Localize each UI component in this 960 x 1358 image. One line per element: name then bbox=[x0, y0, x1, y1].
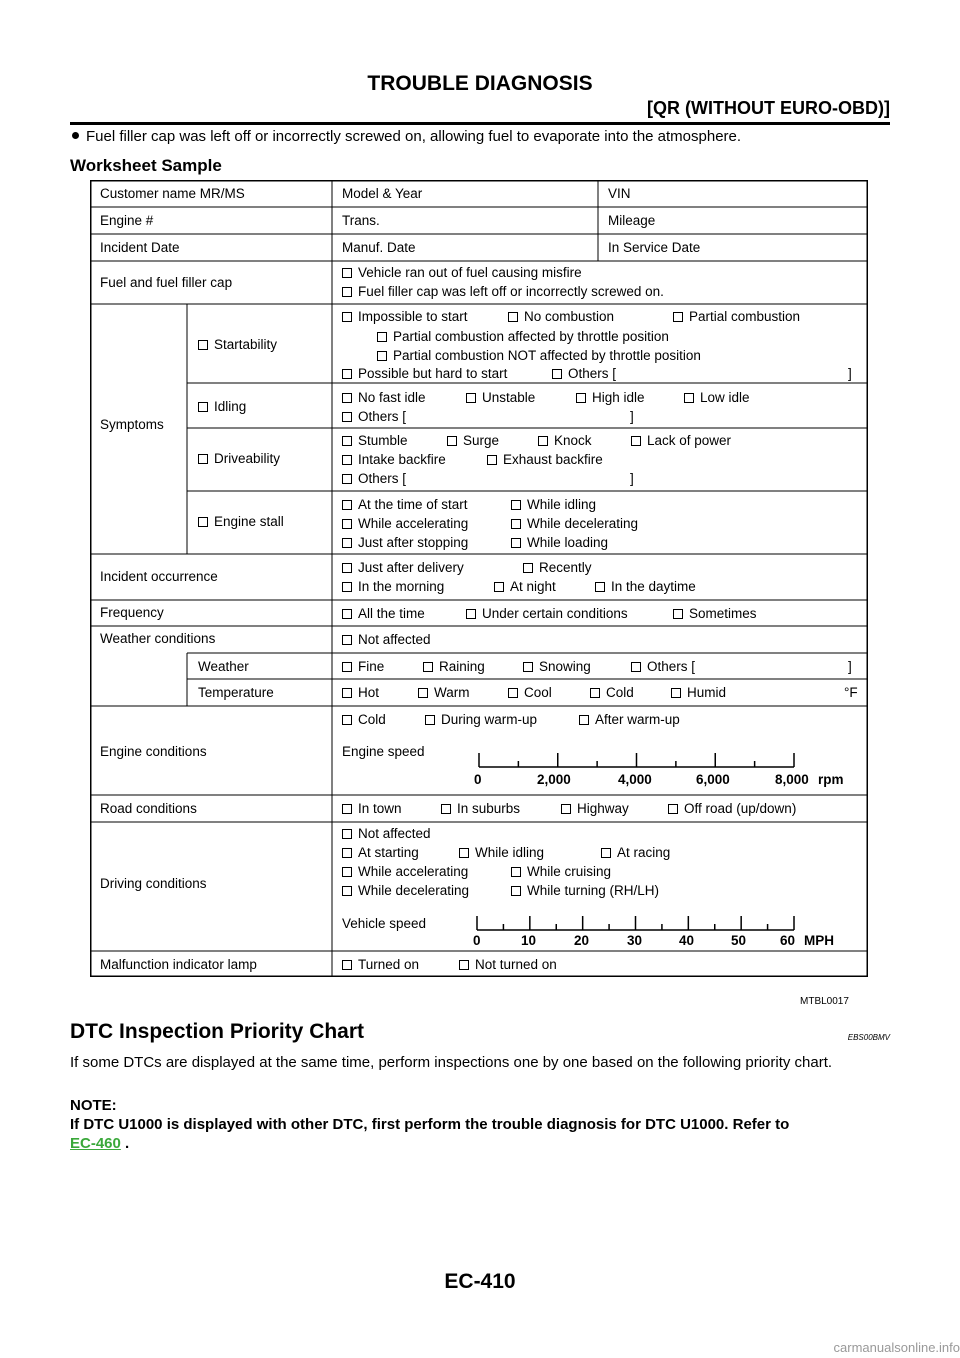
idling-option[interactable]: Unstable bbox=[466, 390, 535, 406]
checkbox-icon bbox=[342, 436, 352, 446]
bullet-item bbox=[72, 128, 741, 145]
checkbox-icon bbox=[342, 369, 352, 379]
engine-cond-option[interactable]: During warm-up bbox=[425, 712, 537, 728]
checkbox-icon bbox=[684, 393, 694, 403]
worksheet-heading: Worksheet Sample bbox=[70, 156, 222, 175]
checkbox-icon bbox=[576, 393, 586, 403]
driveability-option[interactable]: Knock bbox=[538, 433, 592, 449]
page-number: EC-410 bbox=[444, 1270, 516, 1293]
checkbox-icon bbox=[342, 474, 352, 484]
startability-option[interactable]: No combustion bbox=[508, 309, 614, 325]
checkbox-icon bbox=[466, 393, 476, 403]
checkbox-icon bbox=[342, 287, 352, 297]
mileage-label: Mileage bbox=[608, 213, 656, 228]
checkbox-icon bbox=[508, 688, 518, 698]
driveability-option[interactable]: Intake backfire bbox=[342, 452, 446, 468]
incident-date-label: Incident Date bbox=[100, 240, 180, 255]
engine-speed-label: Engine speed bbox=[342, 744, 425, 759]
dtc-heading: DTC Inspection Priority Chart bbox=[70, 1020, 365, 1043]
checkbox-icon bbox=[523, 563, 533, 573]
bracket-close: ] bbox=[630, 409, 634, 424]
startability-option[interactable]: Others [ bbox=[552, 366, 616, 382]
engine-cond-option[interactable]: Cold bbox=[342, 712, 386, 728]
driving-option[interactable]: At racing bbox=[601, 845, 670, 861]
stall-option[interactable]: Just after stopping bbox=[342, 535, 468, 551]
mil-label: Malfunction indicator lamp bbox=[100, 957, 257, 972]
checkbox-icon bbox=[377, 351, 387, 361]
driveability-option[interactable]: Others [ bbox=[342, 471, 406, 487]
checkbox-icon bbox=[342, 804, 352, 814]
checkbox-icon bbox=[673, 609, 683, 619]
temperature-option[interactable]: Cool bbox=[508, 685, 552, 701]
road-conditions-label: Road conditions bbox=[100, 801, 197, 816]
checkbox-icon bbox=[342, 715, 352, 725]
occurrence-option[interactable]: At night bbox=[494, 579, 556, 595]
vehicle-speed-scale bbox=[477, 916, 794, 930]
mil-option[interactable]: Not turned on bbox=[459, 957, 557, 973]
figure-id: MTBL0017 bbox=[800, 996, 849, 1007]
worksheet-table bbox=[90, 180, 868, 977]
checkbox-icon bbox=[552, 369, 562, 379]
checkbox-icon bbox=[198, 517, 208, 527]
occurrence-option[interactable]: In the daytime bbox=[595, 579, 696, 595]
engine-number-label: Engine # bbox=[100, 213, 154, 228]
temperature-option[interactable]: Hot bbox=[342, 685, 379, 701]
checkbox-icon bbox=[342, 582, 352, 592]
driveability-option[interactable]: Stumble bbox=[342, 433, 408, 449]
stall-option[interactable]: While accelerating bbox=[342, 516, 468, 532]
checkbox-icon bbox=[198, 340, 208, 350]
startability-option[interactable]: Impossible to start bbox=[342, 309, 468, 325]
frequency-option[interactable]: All the time bbox=[342, 606, 425, 622]
rpm-tick-label: 6,000 bbox=[696, 772, 730, 787]
checkbox-icon bbox=[668, 804, 678, 814]
idling-option[interactable]: Low idle bbox=[684, 390, 750, 406]
checkbox-icon bbox=[342, 563, 352, 573]
driving-option[interactable]: While decelerating bbox=[342, 883, 469, 899]
checkbox-icon bbox=[523, 662, 533, 672]
checkbox-icon bbox=[342, 848, 352, 858]
checkbox-icon bbox=[342, 688, 352, 698]
startability-checkbox[interactable]: Startability bbox=[198, 337, 277, 353]
symptoms-label: Symptoms bbox=[100, 417, 164, 432]
model-year-label: Model & Year bbox=[342, 186, 423, 201]
checkbox-icon bbox=[377, 332, 387, 342]
road-option[interactable]: Off road (up/down) bbox=[668, 801, 796, 817]
ec-460-link[interactable]: EC-460 bbox=[70, 1135, 121, 1152]
startability-option[interactable]: Partial combustion NOT affected by throttle position bbox=[377, 348, 701, 364]
checkbox-icon bbox=[342, 829, 352, 839]
note-label: NOTE: bbox=[70, 1097, 117, 1114]
checkbox-icon bbox=[441, 804, 451, 814]
startability-option[interactable]: Partial combustion bbox=[673, 309, 800, 325]
road-option[interactable]: In suburbs bbox=[441, 801, 520, 817]
mph-tick-label: 20 bbox=[574, 933, 590, 948]
checkbox-icon bbox=[511, 867, 521, 877]
vehicle-speed-label: Vehicle speed bbox=[342, 916, 427, 931]
mph-tick-label: 30 bbox=[627, 933, 643, 948]
checkbox-icon bbox=[459, 960, 469, 970]
trans-label: Trans. bbox=[342, 213, 380, 228]
weather-option[interactable]: Raining bbox=[423, 659, 485, 675]
checkbox-icon bbox=[342, 412, 352, 422]
checkbox-icon bbox=[447, 436, 457, 446]
checkbox-icon bbox=[342, 500, 352, 510]
checkbox-icon bbox=[342, 538, 352, 548]
rpm-tick-label: 4,000 bbox=[618, 772, 652, 787]
driving-option[interactable]: While idling bbox=[459, 845, 544, 861]
checkbox-icon bbox=[511, 500, 521, 510]
driveability-option[interactable]: Lack of power bbox=[631, 433, 731, 449]
driveability-option[interactable]: Exhaust backfire bbox=[487, 452, 603, 468]
checkbox-icon bbox=[511, 886, 521, 896]
mph-tick-label: 40 bbox=[679, 933, 695, 948]
checkbox-icon bbox=[342, 867, 352, 877]
checkbox-icon bbox=[342, 886, 352, 896]
checkbox-icon bbox=[459, 848, 469, 858]
road-option[interactable]: Highway bbox=[561, 801, 629, 817]
rpm-tick-label: 0 bbox=[474, 772, 482, 787]
checkbox-icon bbox=[487, 455, 497, 465]
stall-option[interactable]: While loading bbox=[511, 535, 608, 551]
engine-conditions-label: Engine conditions bbox=[100, 744, 207, 759]
checkbox-icon bbox=[342, 960, 352, 970]
weather-label: Weather bbox=[198, 659, 249, 674]
idling-checkbox[interactable]: Idling bbox=[198, 399, 246, 415]
note-text: If DTC U1000 is displayed with other DTC, first perform the trouble diagnosis for DTC U1000. Refer to EC-460 . bbox=[70, 1116, 790, 1152]
dtc-paragraph: If some DTCs are displayed at the same time, perform inspections one by one based on the following priority chart. bbox=[70, 1054, 833, 1071]
rpm-tick-label: 8,000 bbox=[775, 772, 809, 787]
stall-option[interactable]: While idling bbox=[511, 497, 596, 513]
occurrence-option[interactable]: Just after delivery bbox=[342, 560, 464, 576]
incident-occurrence-label: Incident occurrence bbox=[100, 569, 218, 584]
checkbox-icon bbox=[538, 436, 548, 446]
idling-option[interactable]: Others [ bbox=[342, 409, 406, 425]
customer-name-label: Customer name MR/MS bbox=[100, 186, 245, 201]
header-rule bbox=[70, 122, 890, 125]
driving-option[interactable]: While accelerating bbox=[342, 864, 468, 880]
checkbox-icon bbox=[631, 662, 641, 672]
checkbox-icon bbox=[494, 582, 504, 592]
driving-option[interactable]: While turning (RH/LH) bbox=[511, 883, 659, 899]
checkbox-icon bbox=[342, 455, 352, 465]
mph-unit: MPH bbox=[804, 933, 834, 948]
checkbox-icon bbox=[631, 436, 641, 446]
checkbox-icon bbox=[342, 635, 352, 645]
checkbox-icon bbox=[673, 312, 683, 322]
checkbox-icon bbox=[342, 312, 352, 322]
checkbox-icon bbox=[198, 402, 208, 412]
checkbox-icon bbox=[561, 804, 571, 814]
rpm-tick-label: 2,000 bbox=[537, 772, 571, 787]
fuel-option[interactable]: Fuel filler cap was left off or incorrectly screwed on. bbox=[342, 284, 664, 300]
checkbox-icon bbox=[579, 715, 589, 725]
idling-option[interactable]: No fast idle bbox=[342, 390, 426, 406]
checkbox-icon bbox=[511, 519, 521, 529]
manuf-date-label: Manuf. Date bbox=[342, 240, 416, 255]
section-title: TROUBLE DIAGNOSIS bbox=[367, 72, 593, 95]
startability-option[interactable]: Partial combustion affected by throttle position bbox=[377, 329, 669, 345]
checkbox-icon bbox=[342, 268, 352, 278]
checkbox-icon bbox=[418, 688, 428, 698]
mil-option[interactable]: Turned on bbox=[342, 957, 419, 973]
section-subtitle: [QR (WITHOUT EURO-OBD)] bbox=[647, 98, 890, 118]
frequency-option[interactable]: Under certain conditions bbox=[466, 606, 628, 622]
checkbox-icon bbox=[671, 688, 681, 698]
driveability-option[interactable]: Surge bbox=[447, 433, 499, 449]
engine-cond-option[interactable]: After warm-up bbox=[579, 712, 680, 728]
checkbox-icon bbox=[595, 582, 605, 592]
startability-option[interactable]: Possible but hard to start bbox=[342, 366, 507, 382]
idling-option[interactable]: High idle bbox=[576, 390, 645, 406]
weather-option[interactable]: Snowing bbox=[523, 659, 591, 675]
driving-conditions-label: Driving conditions bbox=[100, 876, 207, 891]
checkbox-icon bbox=[511, 538, 521, 548]
mph-tick-label: 0 bbox=[473, 933, 481, 948]
temperature-unit: °F bbox=[844, 685, 858, 700]
in-service-date-label: In Service Date bbox=[608, 240, 701, 255]
bracket-close: ] bbox=[848, 659, 852, 674]
weather-option[interactable]: Others [ bbox=[631, 659, 695, 675]
vin-label: VIN bbox=[608, 186, 631, 201]
fuel-option[interactable]: Vehicle ran out of fuel causing misfire bbox=[342, 265, 582, 281]
occurrence-option[interactable]: Recently bbox=[523, 560, 592, 576]
checkbox-icon bbox=[198, 454, 208, 464]
temperature-option[interactable]: Warm bbox=[418, 685, 470, 701]
frequency-label: Frequency bbox=[100, 605, 164, 620]
frequency-option[interactable]: Sometimes bbox=[673, 606, 757, 622]
checkbox-icon bbox=[466, 609, 476, 619]
bracket-close: ] bbox=[848, 366, 852, 381]
checkbox-icon bbox=[425, 715, 435, 725]
driveability-checkbox[interactable]: Driveability bbox=[198, 451, 280, 467]
checkbox-icon bbox=[342, 609, 352, 619]
checkbox-icon bbox=[342, 662, 352, 672]
stall-option[interactable]: While decelerating bbox=[511, 516, 638, 532]
checkbox-icon bbox=[423, 662, 433, 672]
checkbox-icon bbox=[590, 688, 600, 698]
driving-option[interactable]: At starting bbox=[342, 845, 419, 861]
mph-tick-label: 60 bbox=[780, 933, 796, 948]
checkbox-icon bbox=[342, 393, 352, 403]
driving-option[interactable]: Not affected bbox=[342, 826, 431, 842]
road-option[interactable]: In town bbox=[342, 801, 402, 817]
temperature-label: Temperature bbox=[198, 685, 274, 700]
temperature-option[interactable]: Cold bbox=[590, 685, 634, 701]
checkbox-icon bbox=[508, 312, 518, 322]
weather-option[interactable]: Fine bbox=[342, 659, 384, 675]
occurrence-option[interactable]: In the morning bbox=[342, 579, 444, 595]
fuel-cap-label: Fuel and fuel filler cap bbox=[100, 275, 233, 290]
engine-stall-checkbox[interactable]: Engine stall bbox=[198, 514, 284, 530]
driving-option[interactable]: While cruising bbox=[511, 864, 611, 880]
bullet-icon bbox=[72, 132, 79, 139]
rpm-unit: rpm bbox=[818, 772, 844, 787]
checkbox-icon bbox=[601, 848, 611, 858]
weather-cond-option[interactable]: Not affected bbox=[342, 632, 431, 648]
dtc-code: EBS00BMV bbox=[847, 1033, 890, 1042]
watermark: carmanualsonline.info bbox=[833, 1340, 960, 1355]
checkbox-icon bbox=[342, 519, 352, 529]
mph-tick-label: 50 bbox=[731, 933, 747, 948]
stall-option[interactable]: At the time of start bbox=[342, 497, 468, 513]
temperature-option[interactable]: Humid bbox=[671, 685, 726, 701]
mph-tick-label: 10 bbox=[521, 933, 537, 948]
bullet-text: Fuel filler cap was left off or incorrectly screwed on, allowing fuel to evaporate into the atmosphere. bbox=[86, 128, 742, 145]
engine-speed-scale bbox=[479, 753, 794, 767]
bracket-close: ] bbox=[630, 471, 634, 486]
weather-conditions-label: Weather conditions bbox=[100, 631, 216, 646]
